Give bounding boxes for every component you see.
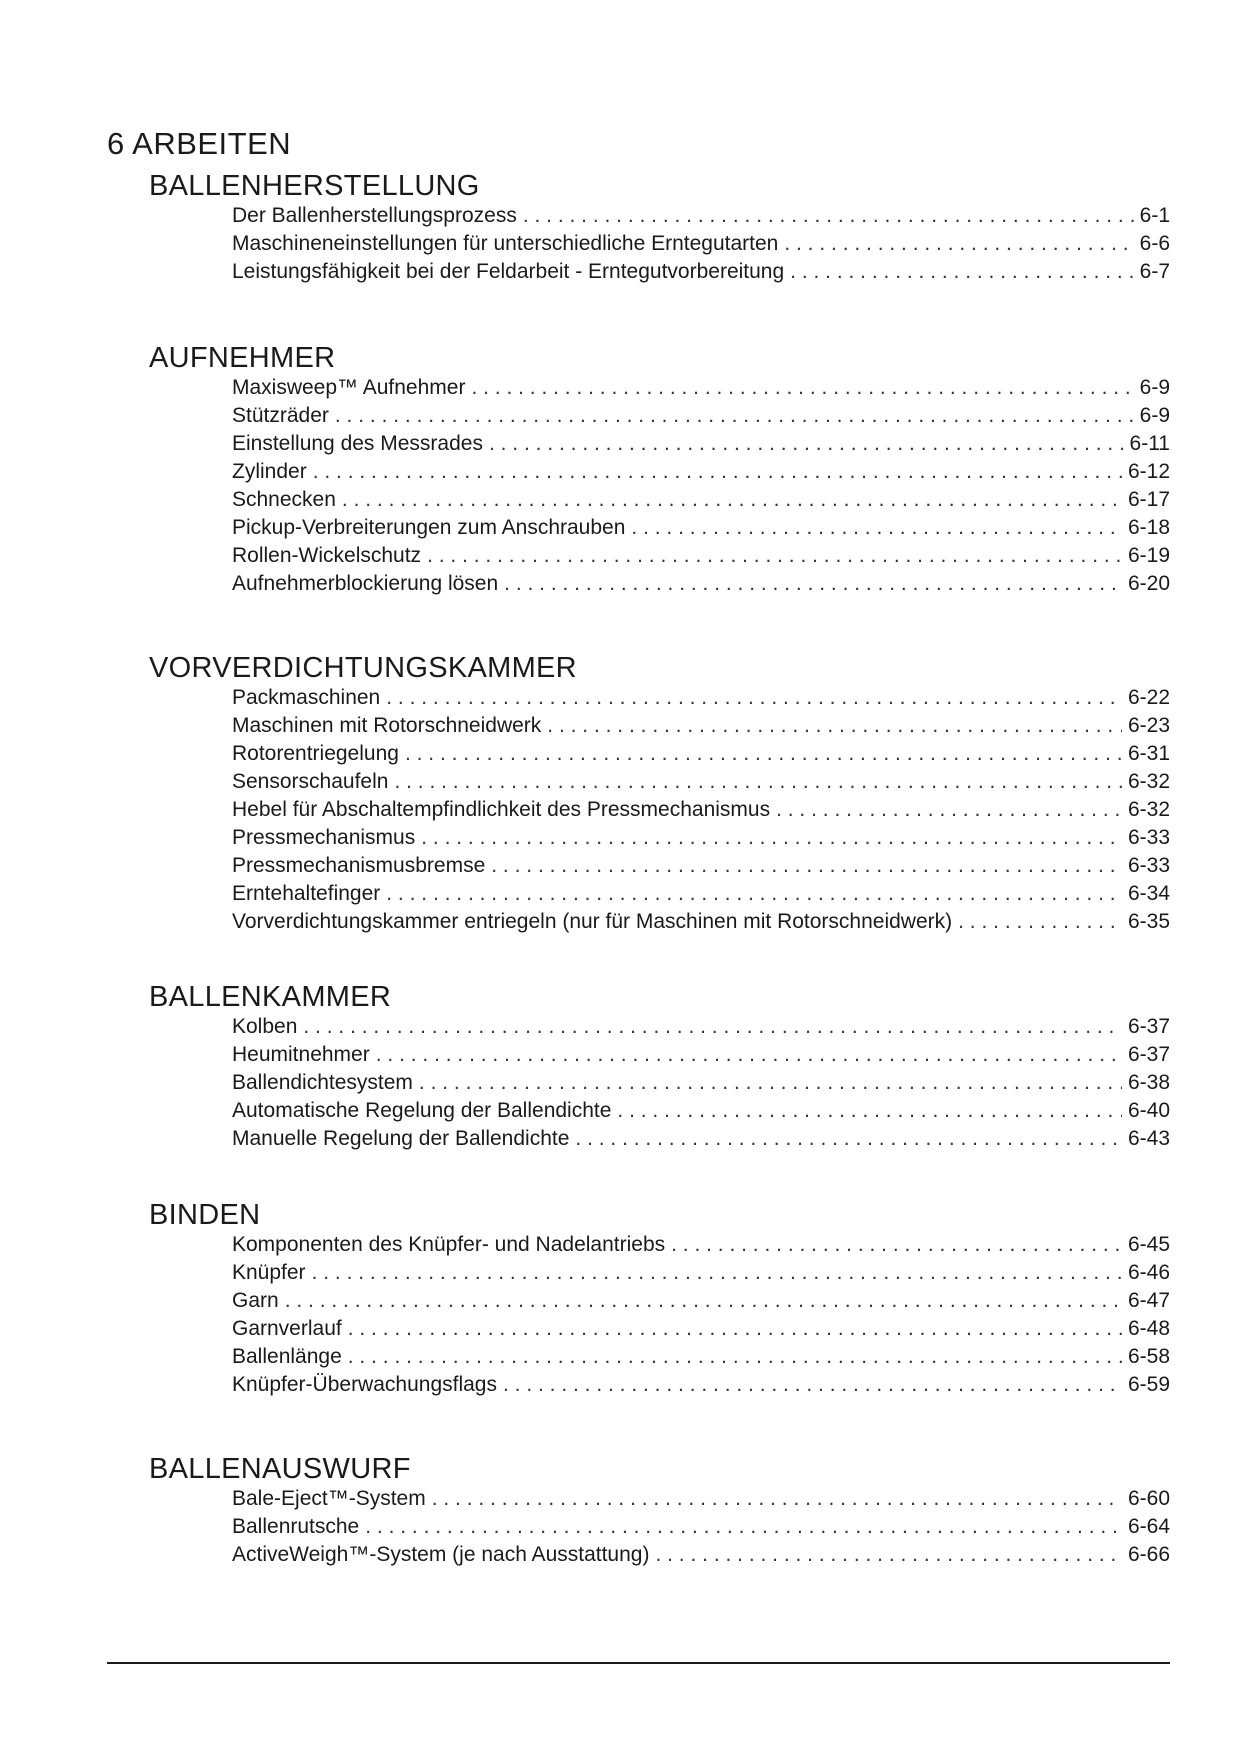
toc-entry[interactable] [232,684,1170,712]
toc-entry-label: Rotorentriegelung [232,742,399,765]
dot-leader [427,542,1122,570]
toc-entry-page: 6-31 [1127,742,1170,765]
toc-entry[interactable] [232,542,1170,570]
toc-entry-page: 6-22 [1127,686,1170,709]
dot-leader [776,796,1122,824]
dot-leader [790,258,1133,286]
toc-entry-page: 6-19 [1127,544,1170,567]
toc-entry[interactable] [232,1069,1170,1097]
toc-entry-label: Hebel für Abschaltempfindlichkeit des Pressmechanismus [232,798,771,821]
toc-entry-label: Maxisweep™ Aufnehmer [232,376,466,399]
toc-entry[interactable] [232,1513,1170,1541]
dot-leader [303,1013,1122,1041]
toc-entry-page: 6-47 [1127,1289,1170,1312]
dot-leader [386,684,1122,712]
dot-leader [504,570,1122,598]
toc-entry-label: ActiveWeigh™-System (je nach Ausstattung) [232,1543,650,1566]
toc-entry[interactable] [232,1231,1170,1259]
toc-entry-page: 6-7 [1139,260,1170,283]
dot-leader [386,880,1122,908]
toc-entry[interactable] [232,1013,1170,1041]
dot-leader [342,486,1122,514]
dot-leader [523,202,1134,230]
toc-entry[interactable] [232,230,1170,258]
toc-entry-label: Manuelle Regelung der Ballendichte [232,1127,570,1150]
toc-section-aufnehmer [149,342,1170,598]
toc-entry-page: 6-46 [1127,1261,1170,1284]
toc-entry-label: Ballendichtesystem [232,1071,413,1094]
dot-leader [671,1231,1122,1259]
toc-entry-page: 6-11 [1129,432,1170,455]
toc-entry[interactable] [232,880,1170,908]
toc-section-vorverdichtungskammer [149,652,1170,936]
toc-entry-label: Kolben [232,1015,298,1038]
dot-leader [348,1343,1122,1371]
toc-entry[interactable] [232,712,1170,740]
toc-entry-page: 6-59 [1127,1373,1170,1396]
section-heading: BALLENAUSWURF [149,1453,411,1485]
toc-section-ballenherstellung [149,170,1170,286]
toc-entry-page: 6-9 [1139,404,1170,427]
toc-entry[interactable] [232,486,1170,514]
dot-leader [471,374,1133,402]
toc-entry-label: Leistungsfähigkeit bei der Feldarbeit - Erntegutvorbereitung [232,260,785,283]
toc-entry-label: Ballenlänge [232,1345,342,1368]
toc-entry-page: 6-33 [1127,854,1170,877]
section-heading: BALLENKAMMER [149,981,392,1013]
toc-entry-page: 6-38 [1127,1071,1170,1094]
dot-leader [491,852,1122,880]
section-heading: AUFNEHMER [149,342,336,374]
toc-entry-page: 6-66 [1127,1543,1170,1566]
toc-entry[interactable] [232,852,1170,880]
toc-entry-label: Pressmechanismus [232,826,416,849]
dot-leader [394,768,1122,796]
dot-leader [547,712,1122,740]
toc-entry[interactable] [232,1343,1170,1371]
toc-entry-label: Einstellung des Messrades [232,432,483,455]
toc-entry-label: Maschinen mit Rotorschneidwerk [232,714,542,737]
dot-leader [432,1485,1122,1513]
toc-entry-label: Komponenten des Knüpfer- und Nadelantriebs [232,1233,666,1256]
toc-section-ballenkammer [149,981,1170,1153]
toc-entry-label: Aufnehmerblockierung lösen [232,572,499,595]
toc-entry-label: Automatische Regelung der Ballendichte [232,1099,612,1122]
toc-entry-label: Der Ballenherstellungsprozess [232,204,517,227]
toc-entry-page: 6-43 [1127,1127,1170,1150]
toc-entry[interactable] [232,796,1170,824]
toc-entry-page: 6-1 [1139,204,1170,227]
toc-entry[interactable] [232,908,1170,936]
toc-entry-page: 6-32 [1127,798,1170,821]
section-heading: BINDEN [149,1199,261,1231]
toc-entry[interactable] [232,824,1170,852]
toc-section-binden [149,1199,1170,1399]
toc-entry[interactable] [232,1125,1170,1153]
toc-entry[interactable] [232,1485,1170,1513]
toc-entry-label: Packmaschinen [232,686,381,709]
toc-entry[interactable] [232,1541,1170,1569]
toc-entry-label: Ballenrutsche [232,1515,360,1538]
toc-entry-page: 6-37 [1127,1015,1170,1038]
dot-leader [958,908,1122,936]
toc-entry-label: Garn [232,1289,279,1312]
toc-entry-page: 6-35 [1127,910,1170,933]
toc-entry-label: Erntehaltefinger [232,882,381,905]
toc-entry-page: 6-45 [1127,1233,1170,1256]
toc-entry-label: Pickup-Verbreiterungen zum Anschrauben [232,516,626,539]
toc-entry-label: Vorverdichtungskammer entriegeln (nur für Maschinen mit Rotorschneidwerk) [232,910,953,933]
dot-leader [365,1513,1122,1541]
dot-leader [285,1287,1122,1315]
toc-entry-page: 6-40 [1127,1099,1170,1122]
dot-leader [419,1069,1122,1097]
toc-entry[interactable] [232,1097,1170,1125]
toc-entry-page: 6-58 [1127,1345,1170,1368]
section-heading: VORVERDICHTUNGSKAMMER [149,652,577,684]
dot-leader [655,1541,1122,1569]
dot-leader [376,1041,1122,1069]
toc-entry-label: Knüpfer [232,1261,306,1284]
toc-entry-label: Maschineneinstellungen für unterschiedliche Erntegutarten [232,232,779,255]
toc-entry[interactable] [232,430,1170,458]
dot-leader [503,1371,1122,1399]
footer-rule [107,1662,1170,1664]
toc-entry-page: 6-23 [1127,714,1170,737]
toc-entry-page: 6-18 [1127,516,1170,539]
toc-entry-label: Sensorschaufeln [232,770,389,793]
dot-leader [489,430,1124,458]
toc-entry[interactable] [232,570,1170,598]
dot-leader [784,230,1133,258]
dot-leader [617,1097,1122,1125]
toc-entry-page: 6-48 [1127,1317,1170,1340]
toc-entry[interactable] [232,458,1170,486]
dot-leader [335,402,1134,430]
section-heading: BALLENHERSTELLUNG [149,170,480,202]
toc-section-ballenauswurf [149,1453,1170,1569]
toc-entry-page: 6-33 [1127,826,1170,849]
toc-entry[interactable] [232,768,1170,796]
toc-entry-label: Bale-Eject™-System [232,1487,426,1510]
toc-entry[interactable] [232,202,1170,230]
toc-entry-page: 6-12 [1127,460,1170,483]
toc-entry-page: 6-37 [1127,1043,1170,1066]
toc-entry[interactable] [232,258,1170,286]
toc-entry-page: 6-32 [1127,770,1170,793]
toc-entry-label: Pressmechanismusbremse [232,854,486,877]
dot-leader [312,1259,1122,1287]
toc-entry-page: 6-60 [1127,1487,1170,1510]
dot-leader [348,1315,1122,1343]
toc-entry[interactable] [232,1287,1170,1315]
toc-entry-label: Rollen-Wickelschutz [232,544,422,567]
toc-entry-page: 6-64 [1127,1515,1170,1538]
dot-leader [405,740,1122,768]
toc-entry-label: Schnecken [232,488,336,511]
page-title: 6 ARBEITEN [107,126,292,161]
toc-entry[interactable] [232,1371,1170,1399]
toc-entry-label: Garnverlauf [232,1317,342,1340]
toc-entry-page: 6-6 [1139,232,1170,255]
dot-leader [631,514,1122,542]
toc-entry[interactable] [232,1041,1170,1069]
toc-entry[interactable] [232,514,1170,542]
toc-entry-page: 6-9 [1139,376,1170,399]
dot-leader [313,458,1122,486]
toc-entry[interactable] [232,374,1170,402]
dot-leader [421,824,1122,852]
toc-entry[interactable] [232,1315,1170,1343]
toc-entry-label: Zylinder [232,460,307,483]
toc-entry-label: Heumitnehmer [232,1043,370,1066]
toc-entry-label: Knüpfer-Überwachungsflags [232,1373,497,1396]
toc-entry[interactable] [232,402,1170,430]
toc-entry-page: 6-34 [1127,882,1170,905]
toc-entry-page: 6-20 [1127,572,1170,595]
toc-entry[interactable] [232,740,1170,768]
toc-entry-page: 6-17 [1127,488,1170,511]
toc-entry[interactable] [232,1259,1170,1287]
dot-leader [575,1125,1122,1153]
toc-entry-label: Stützräder [232,404,329,427]
